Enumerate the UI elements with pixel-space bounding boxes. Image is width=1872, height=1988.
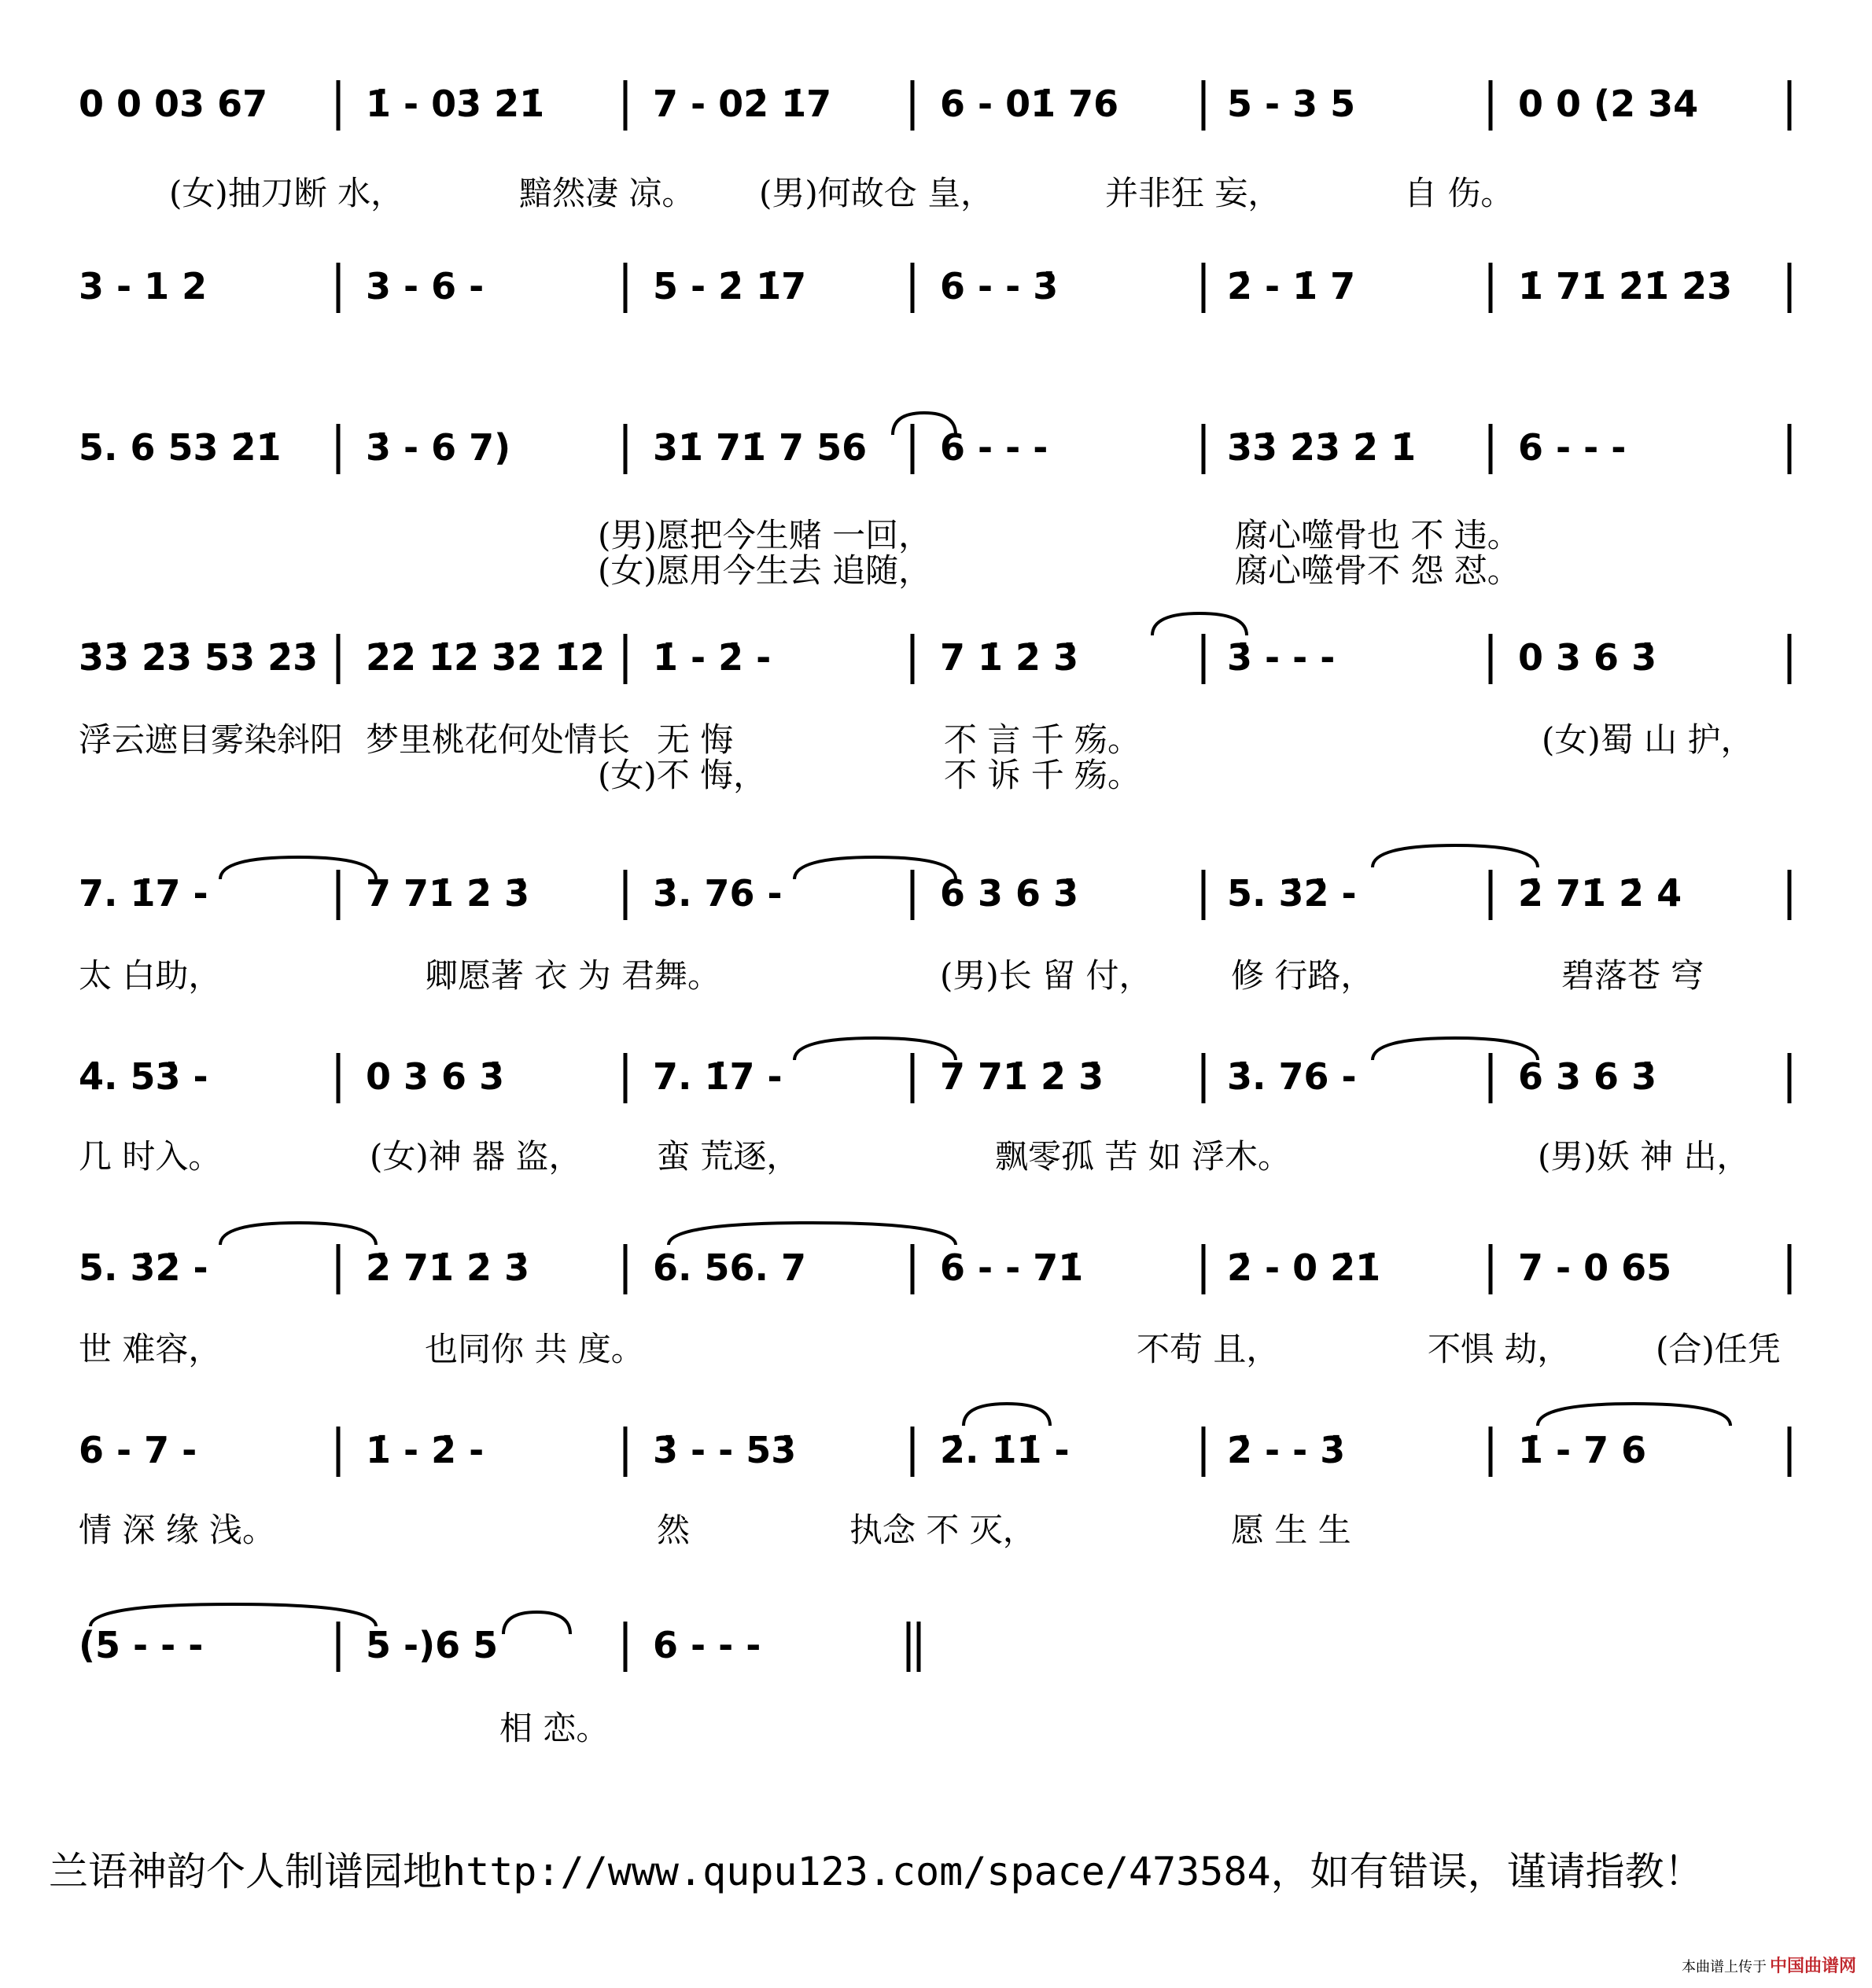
measure-notes: 6 - - 3̇ [940,265,1059,307]
lyric-text-second-verse: (女)不 悔， [598,756,767,794]
slur [1152,613,1247,635]
watermark-site-logo: 中国曲谱网 [1769,1957,1856,1976]
lyric-text: 世 难容， [79,1330,222,1368]
slur [964,1404,1050,1426]
measure-notes: 2̇ 71̇ 2̇ 4̇ [1518,872,1682,915]
measure-notes: 7 - 0 65 [1518,1246,1672,1289]
measure-notes: 2̇ - - 3̇ [1227,1429,1346,1471]
lyric-text: 太 白助， [79,956,222,995]
lyrics-layer [79,174,1781,1747]
measure-notes: 3̇. 76 - [653,872,783,915]
slur [90,1604,376,1626]
slur [1373,845,1538,867]
measure-notes: 3 - 6 - [366,265,485,307]
measure-notes: 31̇ 71̇ 7 56 [653,426,868,469]
measure-notes: 7 71̇ 2̇ 3̇ [940,1055,1104,1098]
measure-notes: 6 - - 71̇ [940,1246,1084,1289]
measure-notes: 2̇. 1̇1̇ - [940,1429,1070,1471]
slur [1538,1404,1730,1426]
lyric-text: 然 [657,1511,691,1549]
watermark-prefix: 本曲谱上传于 [1681,1959,1767,1975]
measure-notes: 3̇ - - - [1227,636,1336,679]
site-watermark [1682,1953,1856,1977]
lyric-text: (男)妖 神 出， [1538,1137,1750,1176]
measure-notes: 6 - - - [1518,426,1627,469]
measure-notes: 6 - 01̇ 76 [940,83,1119,125]
lyric-text: 卿愿著 衣 为 君舞。 [425,956,721,995]
slur [503,1612,570,1634]
measure-notes: 5 - 2̇ 1̇7 [653,265,807,307]
lyric-text-second-verse: (女)愿用今生去 追随， [598,551,932,590]
measure-notes: 5. 6 53 2̇1̇ [79,426,282,469]
measure-notes: 7 1̇ 2̇ 3̇ [940,636,1079,679]
measure-notes: 6 3 6 3̇ [940,872,1079,915]
lyric-text: 飘零孤 苦 如 浮木。 [995,1137,1292,1176]
measure-notes: 2̇2̇ 1̇2̇ 3̇2̇ 1̇2̇ [366,636,606,679]
lyric-text: (男)愿把今生赌 一回， [598,516,932,554]
measure-notes: 5. 3̇2̇ - [1227,872,1357,915]
lyric-text: 无 悔 [657,720,734,759]
lyric-text: 相 恋。 [499,1709,610,1747]
measure-notes: 1̇ 71̇ 2̇1̇ 2̇3̇ [1518,265,1733,307]
lyric-text: 愿 生 生 [1231,1511,1351,1549]
slur [220,857,376,879]
measure-notes: 6. 56. 7 [653,1246,807,1289]
measure-notes: 6 - 7 - [79,1429,197,1471]
lyric-text: 梦里桃花何处情长 [366,720,631,759]
measure-notes: 3 - 1 2 [79,265,208,307]
slur [794,1038,956,1060]
lyric-text: 黯然凄 凉。 [519,174,695,212]
measure-notes: 6 - - - [940,426,1048,469]
lyric-text: 浮云遮目雾染斜阳 [79,720,344,759]
measure-notes: 5 - 3 5 [1227,83,1356,125]
lyric-text: 腐心噬骨也 不 违。 [1235,516,1520,554]
measure-notes: 6 3 6 3̇ [1518,1055,1657,1098]
measure-notes: 5 -)6 5 [366,1624,499,1666]
measure-notes: 0 3 6 3̇ [1518,636,1657,679]
lyric-text-second-verse: 腐心噬骨不 怨 怼。 [1235,551,1520,590]
measure-notes: 1̇ - 2̇ - [366,1429,485,1471]
measure-notes: 7 71̇ 2̇ 3̇ [366,872,530,915]
measure-notes: 1̇ - 7 6 [1518,1429,1647,1471]
lyric-text: (女)蜀 山 护， [1542,720,1754,759]
slur [1373,1038,1538,1060]
measure-notes: 5. 3̇2̇ - [79,1246,208,1289]
measure-notes: 2̇ - 0 2̇1̇ [1227,1246,1381,1289]
lyric-text: (男)长 留 付， [940,956,1152,995]
measure-notes: 2̇ 71̇ 2̇ 3̇ [366,1246,530,1289]
lyric-text: 不苟 且， [1137,1330,1280,1368]
lyric-text: (男)何故仓 皇， [759,174,994,212]
slur [794,857,956,879]
measure-notes: 3̇3̇ 2̇3̇ 53̇ 2̇3̇ [79,636,319,679]
lyric-text: 执念 不 灭， [849,1511,1036,1549]
measure-notes: 1̇ - 03̇ 2̇1̇ [366,83,545,125]
lyric-text: 蛮 荒逐， [657,1137,800,1176]
lyric-text: 不 言 千 殇。 [944,720,1141,759]
slur [669,1223,956,1245]
measure-notes: 0 0 03 67 [79,83,268,125]
measure-notes: 7. 1̇7 - [79,872,208,915]
slur [220,1223,376,1245]
lyric-text: 几 时入。 [79,1137,222,1176]
measure-notes: 3̇ - 6 7) [366,426,511,469]
measure-notes: 6 - - - [653,1624,761,1666]
measure-notes: 4̇. 53̇ - [79,1055,208,1098]
lyric-text: (合)任凭 [1656,1330,1781,1368]
notation-layer [79,83,1732,1666]
lyric-text: (女)抽刀断 水， [169,174,404,212]
measure-notes: 3̇ - - 53̇ [653,1429,797,1471]
lyric-text: 情 深 缘 浅。 [79,1511,276,1549]
measure-notes: 0 3 6 3̇ [366,1055,505,1098]
footer-credit: 兰语神韵个人制谱园地http://www.qupu123.com/space/473584，如有错误，谨请指教！ [49,1849,1704,1894]
lyric-text: 自 伤。 [1404,174,1514,212]
measure-notes: 7. 1̇7 - [653,1055,783,1098]
lyric-text: 也同你 共 度。 [425,1330,644,1368]
lyric-text: (女)神 器 盗， [370,1137,582,1176]
measure-notes: 1̇ - 2̇ - [653,636,772,679]
lyric-text: 并非狂 妄， [1105,174,1281,212]
measure-notes: 0 0 (2 34 [1518,83,1699,125]
lyric-text: 碧落苍 穹 [1561,956,1704,995]
measure-notes: 3̇. 76 - [1227,1055,1357,1098]
measure-notes: 3̇3̇ 2̇3̇ 2̇ 1̇ [1227,426,1417,469]
measure-notes: (5 - - - [79,1624,204,1666]
lyric-text-second-verse: 不 诉 千 殇。 [944,756,1141,794]
lyric-text: 不惧 劫， [1428,1330,1571,1368]
lyric-text: 修 行路， [1231,956,1374,995]
measure-notes: 2̇ - 1̇ 7 [1227,265,1356,307]
measure-notes: 7 - 02̇ 1̇7 [653,83,832,125]
